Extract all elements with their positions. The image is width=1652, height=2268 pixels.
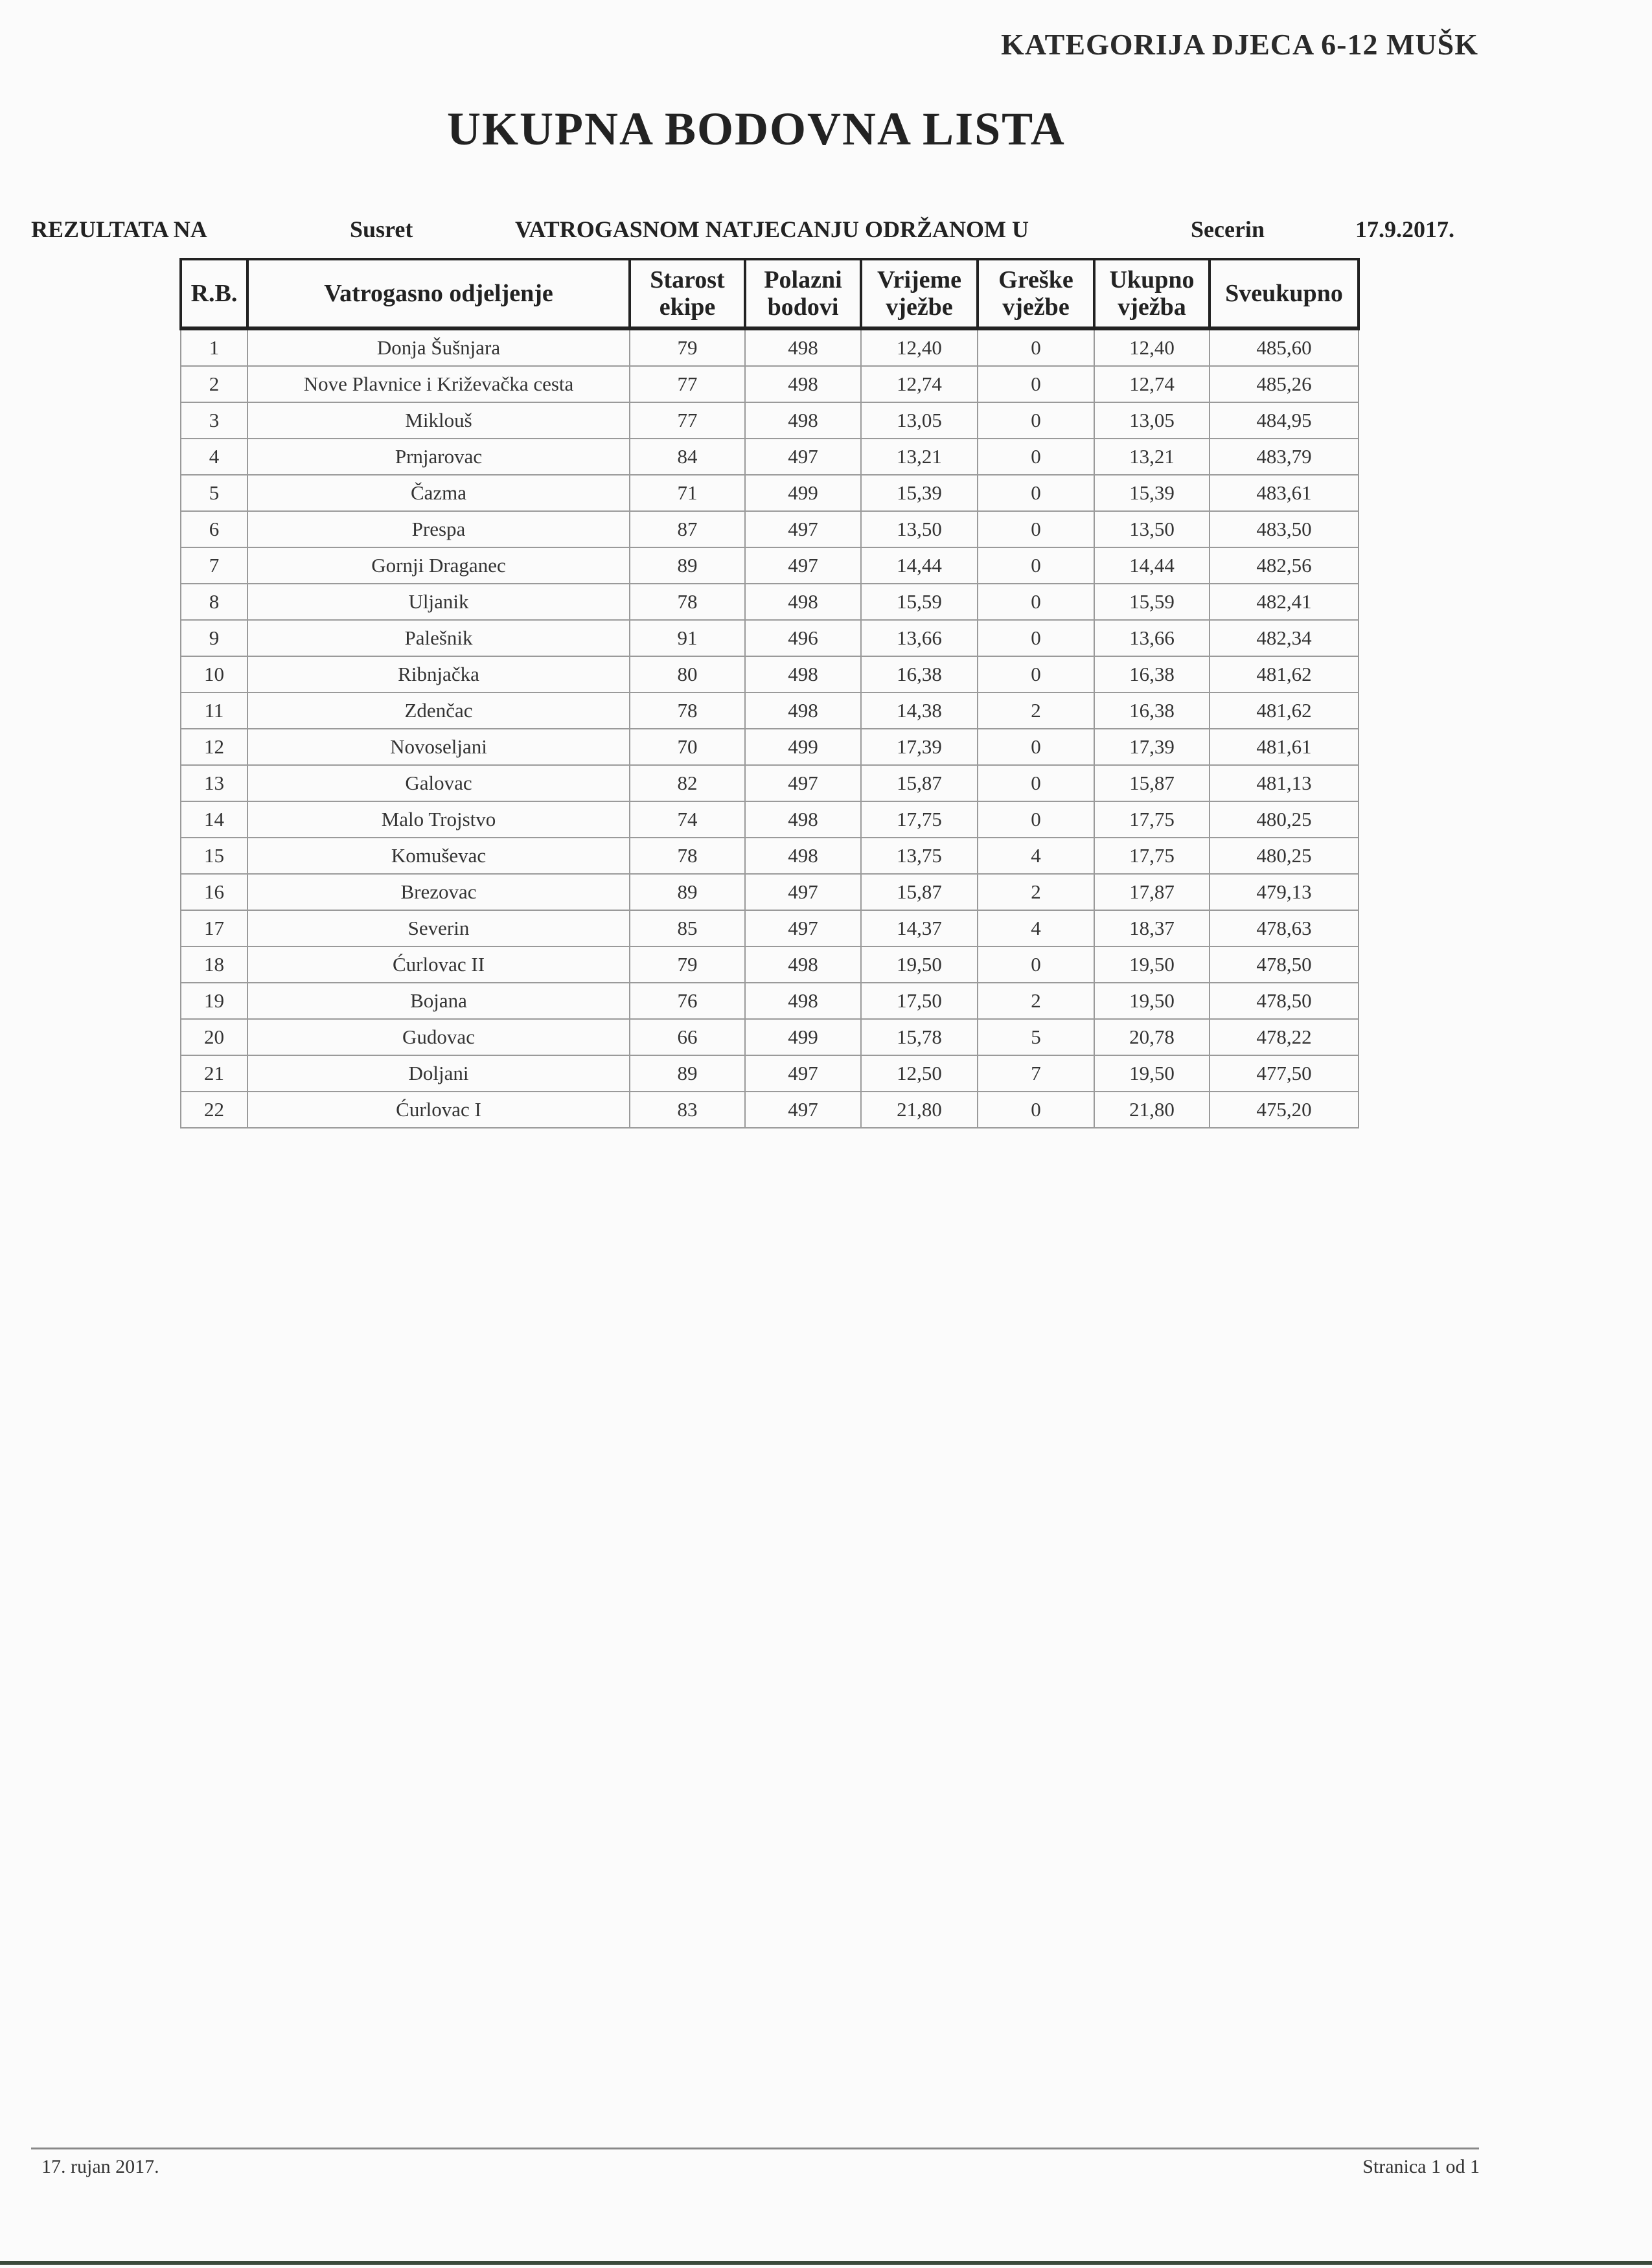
cell-exercise-total: 14,44 [1094,547,1210,584]
table-row [181,693,1359,729]
cell-exercise-errors: 0 [978,511,1094,547]
cell-team-age: 79 [630,328,745,366]
cell-team-age: 76 [630,983,745,1019]
cell-grand-total: 480,25 [1210,801,1359,838]
col-header-team-age [630,259,745,328]
cell-unit-name: Ćurlovac II [247,946,630,983]
cell-grand-total: 480,25 [1210,838,1359,874]
table-row [181,511,1359,547]
cell-start-points: 498 [745,946,861,983]
cell-start-points: 497 [745,547,861,584]
table-row [181,402,1359,439]
cell-exercise-time: 17,50 [861,983,978,1019]
col-header-line2: vježbe [1002,293,1070,321]
cell-team-age: 91 [630,620,745,656]
cell-rank: 16 [181,874,247,910]
scan-edge-bar [0,2261,1652,2265]
cell-team-age: 80 [630,656,745,693]
cell-rank: 8 [181,584,247,620]
cell-exercise-errors: 0 [978,656,1094,693]
cell-unit-name: Prnjarovac [247,439,630,475]
table-row [181,439,1359,475]
cell-exercise-time: 12,50 [861,1055,978,1092]
cell-rank: 17 [181,910,247,946]
cell-exercise-time: 15,87 [861,765,978,801]
cell-start-points: 496 [745,620,861,656]
cell-grand-total: 478,50 [1210,946,1359,983]
cell-exercise-errors: 0 [978,475,1094,511]
cell-exercise-time: 13,66 [861,620,978,656]
cell-exercise-errors: 0 [978,584,1094,620]
cell-start-points: 497 [745,765,861,801]
cell-start-points: 497 [745,910,861,946]
cell-grand-total: 475,20 [1210,1092,1359,1128]
cell-rank: 12 [181,729,247,765]
col-header-rank [181,259,247,328]
cell-team-age: 85 [630,910,745,946]
cell-unit-name: Komuševac [247,838,630,874]
footer-divider [31,2148,1479,2149]
table-row [181,910,1359,946]
cell-unit-name: Palešnik [247,620,630,656]
col-header-line1: Polazni [764,266,842,293]
cell-rank: 15 [181,838,247,874]
competition-place: Secerin [1191,216,1265,242]
results-table-body [181,328,1359,1128]
cell-exercise-time: 17,75 [861,801,978,838]
col-header-unit [247,259,630,328]
cell-unit-name: Severin [247,910,630,946]
cell-start-points: 498 [745,584,861,620]
cell-grand-total: 482,41 [1210,584,1359,620]
cell-exercise-time: 15,39 [861,475,978,511]
table-row [181,801,1359,838]
cell-grand-total: 483,61 [1210,475,1359,511]
cell-start-points: 497 [745,874,861,910]
results-label: REZULTATA NA [31,216,207,242]
cell-team-age: 78 [630,838,745,874]
col-header-line1: Starost [650,266,725,293]
cell-start-points: 497 [745,1055,861,1092]
cell-exercise-total: 19,50 [1094,983,1210,1019]
cell-rank: 11 [181,693,247,729]
cell-exercise-total: 12,74 [1094,366,1210,402]
cell-rank: 20 [181,1019,247,1055]
col-header-line1: Greške [998,266,1073,293]
cell-exercise-time: 16,38 [861,656,978,693]
cell-exercise-total: 13,66 [1094,620,1210,656]
cell-exercise-time: 13,50 [861,511,978,547]
footer-date: 17. rujan 2017. [41,2156,159,2177]
cell-exercise-total: 19,50 [1094,1055,1210,1092]
cell-unit-name: Prespa [247,511,630,547]
cell-grand-total: 479,13 [1210,874,1359,910]
cell-exercise-time: 15,87 [861,874,978,910]
cell-exercise-total: 21,80 [1094,1092,1210,1128]
table-row [181,874,1359,910]
cell-exercise-errors: 2 [978,983,1094,1019]
cell-grand-total: 478,63 [1210,910,1359,946]
cell-exercise-total: 13,05 [1094,402,1210,439]
col-header-line1: Sveukupno [1225,280,1343,307]
footer-page-number: Stranica 1 od 1 [1362,2156,1480,2177]
cell-unit-name: Donja Šušnjara [247,328,630,366]
cell-rank: 3 [181,402,247,439]
cell-grand-total: 484,95 [1210,402,1359,439]
cell-exercise-time: 14,37 [861,910,978,946]
cell-team-age: 89 [630,874,745,910]
cell-start-points: 498 [745,328,861,366]
cell-exercise-errors: 0 [978,402,1094,439]
col-header-exercise-total [1094,259,1210,328]
category-label: KATEGORIJA DJECA 6-12 MUŠK [1001,28,1478,61]
col-header-line2: vježba [1118,293,1186,321]
col-header-grand-total [1210,259,1359,328]
cell-exercise-total: 19,50 [1094,946,1210,983]
cell-unit-name: Malo Trojstvo [247,801,630,838]
cell-grand-total: 481,62 [1210,656,1359,693]
cell-team-age: 83 [630,1092,745,1128]
table-row [181,656,1359,693]
results-table [179,258,1360,1128]
cell-unit-name: Nove Plavnice i Križevačka cesta [247,366,630,402]
cell-exercise-errors: 0 [978,946,1094,983]
cell-team-age: 78 [630,693,745,729]
cell-unit-name: Uljanik [247,584,630,620]
cell-exercise-errors: 2 [978,874,1094,910]
cell-rank: 7 [181,547,247,584]
cell-rank: 19 [181,983,247,1019]
col-header-start-points [745,259,861,328]
event-type: Susret [350,216,413,242]
cell-unit-name: Gudovac [247,1019,630,1055]
cell-rank: 18 [181,946,247,983]
cell-start-points: 499 [745,1019,861,1055]
col-header-line2: ekipe [659,293,716,321]
table-row [181,620,1359,656]
cell-exercise-time: 15,59 [861,584,978,620]
table-row [181,366,1359,402]
cell-grand-total: 478,50 [1210,983,1359,1019]
cell-team-age: 77 [630,366,745,402]
cell-grand-total: 481,62 [1210,693,1359,729]
table-row [181,547,1359,584]
cell-exercise-errors: 0 [978,620,1094,656]
cell-team-age: 66 [630,1019,745,1055]
cell-exercise-time: 14,38 [861,693,978,729]
cell-exercise-time: 12,40 [861,328,978,366]
cell-rank: 1 [181,328,247,366]
cell-rank: 5 [181,475,247,511]
cell-unit-name: Novoseljani [247,729,630,765]
cell-team-age: 82 [630,765,745,801]
cell-team-age: 89 [630,1055,745,1092]
cell-exercise-total: 16,38 [1094,693,1210,729]
cell-rank: 14 [181,801,247,838]
cell-rank: 9 [181,620,247,656]
cell-exercise-errors: 0 [978,547,1094,584]
table-row [181,838,1359,874]
cell-team-age: 71 [630,475,745,511]
cell-rank: 10 [181,656,247,693]
cell-exercise-time: 19,50 [861,946,978,983]
table-row [181,1019,1359,1055]
cell-rank: 4 [181,439,247,475]
cell-exercise-total: 17,75 [1094,801,1210,838]
cell-start-points: 498 [745,693,861,729]
cell-exercise-errors: 0 [978,801,1094,838]
cell-team-age: 78 [630,584,745,620]
col-header-line2: bodovi [767,293,839,321]
cell-start-points: 498 [745,366,861,402]
cell-team-age: 89 [630,547,745,584]
cell-grand-total: 485,26 [1210,366,1359,402]
col-header-line1: R.B. [190,280,238,307]
cell-exercise-time: 15,78 [861,1019,978,1055]
table-row [181,1055,1359,1092]
cell-exercise-total: 13,21 [1094,439,1210,475]
table-row [181,328,1359,366]
cell-exercise-total: 15,39 [1094,475,1210,511]
cell-exercise-total: 12,40 [1094,328,1210,366]
col-header-line1: Vatrogasno odjeljenje [324,280,553,307]
cell-unit-name: Gornji Draganec [247,547,630,584]
cell-grand-total: 482,56 [1210,547,1359,584]
cell-team-age: 74 [630,801,745,838]
cell-exercise-errors: 0 [978,1092,1094,1128]
table-row [181,983,1359,1019]
competition-label: VATROGASNOM NATJECANJU ODRŽANOM U [515,216,1029,242]
cell-exercise-time: 13,21 [861,439,978,475]
cell-unit-name: Miklouš [247,402,630,439]
cell-rank: 6 [181,511,247,547]
cell-exercise-total: 17,87 [1094,874,1210,910]
cell-exercise-time: 13,05 [861,402,978,439]
cell-exercise-time: 21,80 [861,1092,978,1128]
cell-rank: 21 [181,1055,247,1092]
table-row [181,584,1359,620]
table-row [181,729,1359,765]
cell-start-points: 498 [745,838,861,874]
cell-team-age: 84 [630,439,745,475]
cell-start-points: 498 [745,801,861,838]
cell-exercise-errors: 0 [978,366,1094,402]
cell-exercise-time: 14,44 [861,547,978,584]
competition-date: 17.9.2017. [1355,216,1454,242]
cell-team-age: 70 [630,729,745,765]
cell-exercise-time: 17,39 [861,729,978,765]
cell-exercise-time: 12,74 [861,366,978,402]
cell-unit-name: Zdenčac [247,693,630,729]
cell-start-points: 499 [745,475,861,511]
cell-exercise-total: 18,37 [1094,910,1210,946]
cell-start-points: 498 [745,983,861,1019]
cell-unit-name: Ribnjačka [247,656,630,693]
cell-unit-name: Galovac [247,765,630,801]
cell-exercise-total: 17,75 [1094,838,1210,874]
cell-exercise-errors: 2 [978,693,1094,729]
cell-start-points: 499 [745,729,861,765]
cell-grand-total: 478,22 [1210,1019,1359,1055]
cell-team-age: 79 [630,946,745,983]
cell-exercise-total: 15,59 [1094,584,1210,620]
cell-exercise-total: 13,50 [1094,511,1210,547]
cell-exercise-total: 15,87 [1094,765,1210,801]
table-row [181,1092,1359,1128]
cell-exercise-errors: 4 [978,910,1094,946]
cell-grand-total: 483,79 [1210,439,1359,475]
cell-exercise-total: 17,39 [1094,729,1210,765]
col-header-exercise-errors [978,259,1094,328]
cell-exercise-errors: 5 [978,1019,1094,1055]
cell-unit-name: Čazma [247,475,630,511]
cell-grand-total: 477,50 [1210,1055,1359,1092]
cell-exercise-errors: 7 [978,1055,1094,1092]
table-row [181,475,1359,511]
cell-unit-name: Bojana [247,983,630,1019]
col-header-exercise-time [861,259,978,328]
table-header-row [181,259,1359,328]
cell-start-points: 498 [745,402,861,439]
cell-exercise-errors: 0 [978,729,1094,765]
cell-exercise-errors: 4 [978,838,1094,874]
cell-grand-total: 481,61 [1210,729,1359,765]
cell-rank: 22 [181,1092,247,1128]
cell-grand-total: 481,13 [1210,765,1359,801]
table-row [181,765,1359,801]
cell-exercise-errors: 0 [978,328,1094,366]
table-row [181,946,1359,983]
cell-start-points: 498 [745,656,861,693]
cell-team-age: 87 [630,511,745,547]
cell-grand-total: 482,34 [1210,620,1359,656]
cell-rank: 2 [181,366,247,402]
cell-exercise-total: 20,78 [1094,1019,1210,1055]
cell-grand-total: 483,50 [1210,511,1359,547]
col-header-line2: vježbe [886,293,953,321]
cell-team-age: 77 [630,402,745,439]
cell-exercise-time: 13,75 [861,838,978,874]
cell-start-points: 497 [745,511,861,547]
cell-exercise-total: 16,38 [1094,656,1210,693]
cell-exercise-errors: 0 [978,439,1094,475]
cell-start-points: 497 [745,439,861,475]
col-header-line1: Vrijeme [877,266,962,293]
cell-rank: 13 [181,765,247,801]
col-header-line1: Ukupno [1109,266,1195,293]
cell-unit-name: Ćurlovac I [247,1092,630,1128]
cell-start-points: 497 [745,1092,861,1128]
cell-grand-total: 485,60 [1210,328,1359,366]
page-title: UKUPNA BODOVNA LISTA [447,103,1066,155]
cell-unit-name: Brezovac [247,874,630,910]
cell-exercise-errors: 0 [978,765,1094,801]
cell-unit-name: Doljani [247,1055,630,1092]
